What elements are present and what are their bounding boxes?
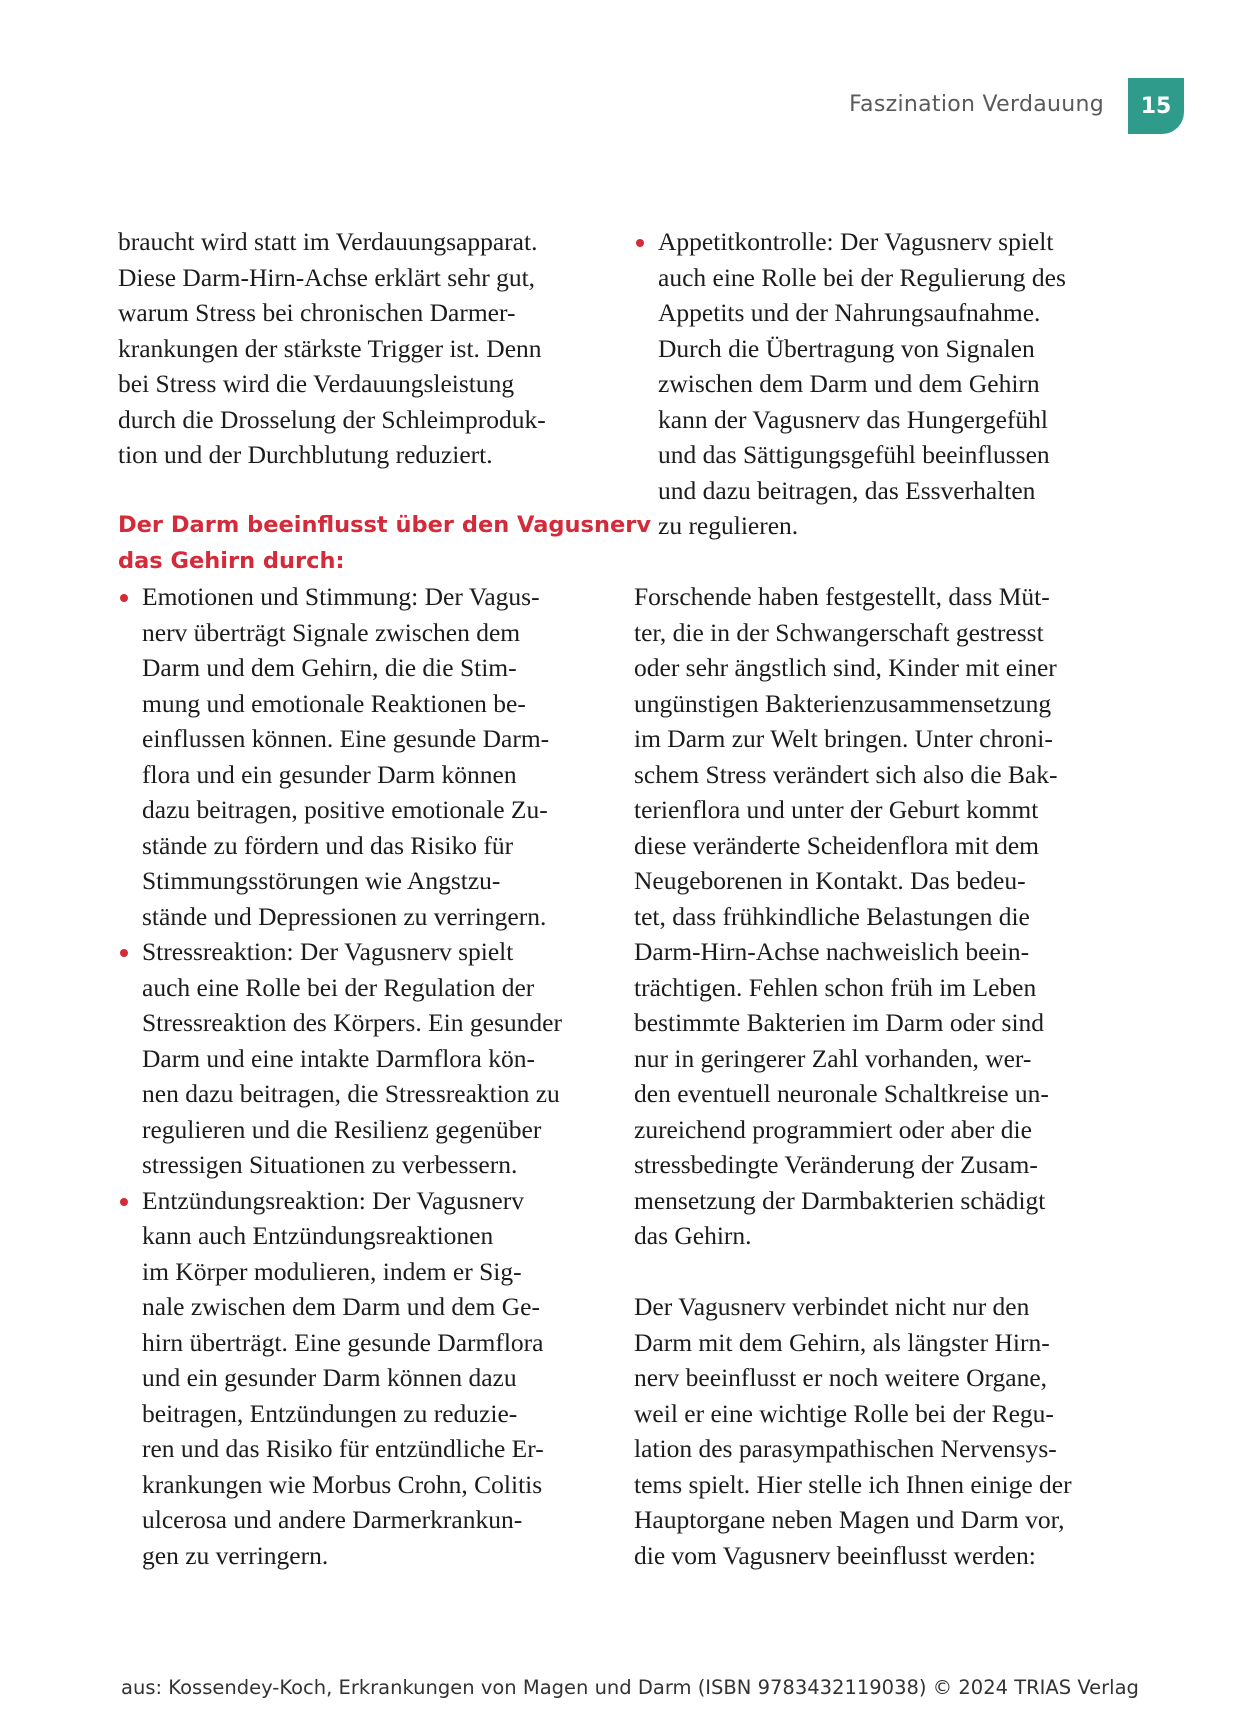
text-line: bestimmte Bakterien im Darm oder sind bbox=[634, 1008, 1045, 1037]
text-line: und dazu beitragen, das Essverhalten bbox=[658, 475, 1036, 505]
text-line: mung und emotionale Reaktionen be- bbox=[142, 688, 526, 718]
text-line: Darm und eine intakte Darmflora kön- bbox=[142, 1043, 535, 1073]
text-line: und ein gesunder Darm können dazu bbox=[142, 1363, 517, 1392]
text-line: Durch die Übertragung von Signalen bbox=[658, 333, 1035, 363]
text-line: und das Sättigungsgefühl beeinflussen bbox=[658, 440, 1050, 469]
text-line: Darm und dem Gehirn, die die Stim- bbox=[142, 653, 517, 682]
text-line: flora und ein gesunder Darm können bbox=[142, 759, 517, 789]
list-item bbox=[118, 934, 598, 1183]
text-line: ren und das Risiko für entzündliche Er- bbox=[142, 1434, 544, 1463]
heading-line: Der Darm beeinflusst über den Vagusnerv bbox=[118, 512, 651, 538]
text-line: Stressreaktion des Körpers. Ein gesunder bbox=[142, 1008, 562, 1037]
text-line: durch die Drosselung der Schleimproduk- bbox=[118, 404, 546, 434]
heading-line: das Gehirn durch: bbox=[118, 547, 345, 574]
text-line: weil er eine wichtige Rolle bei der Regu- bbox=[634, 1398, 1054, 1428]
text-line: Der Vagusnerv verbindet nicht nur den bbox=[634, 1292, 1030, 1321]
section-heading bbox=[118, 508, 651, 579]
text-line: nur in geringerer Zahl vorhanden, wer- bbox=[634, 1043, 1032, 1073]
bullet-icon bbox=[120, 594, 128, 602]
text-line: schem Stress verändert sich also die Bak- bbox=[634, 759, 1058, 789]
page-number-tab bbox=[1128, 78, 1184, 134]
paragraph bbox=[634, 1289, 1110, 1573]
text-line: stressbedingte Veränderung der Zusam- bbox=[634, 1150, 1038, 1179]
text-line: tet, dass frühkindliche Belastungen die bbox=[634, 901, 1030, 931]
text-line: beitragen, Entzündungen zu reduzie- bbox=[142, 1398, 518, 1428]
text-line: dazu beitragen, positive emotionale Zu- bbox=[142, 795, 548, 824]
text-line: krankungen wie Morbus Crohn, Colitis bbox=[142, 1469, 543, 1499]
text-line: Entzündungsreaktion: Der Vagusnerv bbox=[142, 1185, 524, 1215]
list-item bbox=[634, 224, 1110, 544]
text-line: ungünstigen Bakterienzusammensetzung bbox=[634, 688, 1052, 718]
text-line: Emotionen und Stimmung: Der Vagus- bbox=[142, 582, 540, 611]
bullet-icon bbox=[120, 1198, 128, 1206]
text-line: ulcerosa und andere Darmerkrankun- bbox=[142, 1505, 523, 1534]
text-line: kann der Vagusnerv das Hungergefühl bbox=[658, 404, 1048, 434]
bullet-icon bbox=[636, 239, 644, 247]
text-line: warum Stress bei chronischen Darmer- bbox=[118, 298, 516, 327]
text-line: auch eine Rolle bei der Regulation der bbox=[142, 972, 535, 1002]
text-line: hirn überträgt. Eine gesunde Darmflora bbox=[142, 1327, 544, 1357]
text-line: Hauptorgane neben Magen und Darm vor, bbox=[634, 1505, 1065, 1534]
text-line: trächtigen. Fehlen schon früh im Leben bbox=[634, 972, 1037, 1002]
text-line: nen dazu beitragen, die Stressreaktion zu bbox=[142, 1079, 560, 1108]
bullet-list bbox=[118, 579, 598, 1573]
text-line: krankungen der stärkste Trigger ist. Denn bbox=[118, 333, 542, 363]
text-line: nerv überträgt Signale zwischen dem bbox=[142, 617, 521, 647]
text-line: braucht wird statt im Verdauungsapparat. bbox=[118, 227, 538, 256]
text-line: diese veränderte Scheidenflora mit dem bbox=[634, 830, 1039, 860]
text-line: die vom Vagusnerv beeinflusst werden: bbox=[634, 1540, 1036, 1570]
text-line: Diese Darm-Hirn-Achse erklärt sehr gut, bbox=[118, 262, 536, 292]
text-line: stressigen Situationen zu verbessern. bbox=[142, 1150, 518, 1179]
text-line: tion und der Durchblutung reduziert. bbox=[118, 440, 493, 469]
text-line: Stimmungsstörungen wie Angstzu- bbox=[142, 866, 501, 895]
text-line: zureichend programmiert oder aber die bbox=[634, 1114, 1032, 1144]
left-column bbox=[118, 224, 651, 1573]
text-line: auch eine Rolle bei der Regulierung des bbox=[658, 262, 1066, 292]
text-line: nerv beeinflusst er noch weitere Organe, bbox=[634, 1363, 1048, 1392]
text-line: Neugeborenen in Kontakt. Das bedeu- bbox=[634, 866, 1026, 895]
text-line: stände zu fördern und das Risiko für bbox=[142, 830, 514, 860]
text-line: lation des parasympathischen Nervensys- bbox=[634, 1434, 1057, 1463]
source-footer: aus: Kossendey-Koch, Erkrankungen von Magen und Darm (ISBN 9783432119038) © 2024 TRIAS Verlag bbox=[121, 1676, 1139, 1699]
text-line: Stressreaktion: Der Vagusnerv spielt bbox=[142, 937, 514, 966]
text-line: kann auch Entzündungsreaktionen bbox=[142, 1221, 494, 1250]
right-column bbox=[634, 224, 1110, 1573]
text-line: zu regulieren. bbox=[658, 511, 799, 540]
text-line: Forschende haben festgestellt, dass Müt- bbox=[634, 582, 1050, 611]
list-item bbox=[118, 1183, 598, 1574]
paragraph bbox=[634, 579, 1110, 1254]
text-line: zwischen dem Darm und dem Gehirn bbox=[658, 369, 1040, 398]
text-line: oder sehr ängstlich sind, Kinder mit einer bbox=[634, 653, 1057, 682]
text-line: im Darm zur Welt bringen. Unter chroni- bbox=[634, 724, 1053, 753]
text-line: Darm-Hirn-Achse nachweislich beein- bbox=[634, 937, 1030, 966]
text-line: mensetzung der Darmbakterien schädigt bbox=[634, 1185, 1046, 1215]
text-line: nale zwischen dem Darm und dem Ge- bbox=[142, 1292, 540, 1321]
running-title: Faszination Verdauung bbox=[849, 92, 1104, 117]
text-line: im Körper modulieren, indem er Sig- bbox=[142, 1256, 522, 1286]
text-line: das Gehirn. bbox=[634, 1221, 752, 1250]
text-line: Appetitkontrolle: Der Vagusnerv spielt bbox=[658, 227, 1054, 256]
text-line: terienflora und unter der Geburt kommt bbox=[634, 795, 1039, 824]
text-line: regulieren und die Resilienz gegenüber bbox=[142, 1114, 542, 1144]
text-line: Appetits und der Nahrungsaufnahme. bbox=[658, 298, 1041, 327]
text-line: ter, die in der Schwangerschaft gestresst bbox=[634, 617, 1044, 647]
bullet-list bbox=[634, 224, 1110, 544]
intro-paragraph bbox=[118, 224, 598, 473]
page-number: 15 bbox=[1140, 93, 1172, 119]
text-line: tems spielt. Hier stelle ich Ihnen einige der bbox=[634, 1469, 1072, 1499]
bullet-icon bbox=[120, 949, 128, 957]
text-line: den eventuell neuronale Schaltkreise un- bbox=[634, 1079, 1049, 1108]
text-line: Darm mit dem Gehirn, als längster Hirn- bbox=[634, 1327, 1050, 1357]
text-line: stände und Depressionen zu verringern. bbox=[142, 901, 547, 931]
text-line: einflussen können. Eine gesunde Darm- bbox=[142, 724, 550, 753]
text-line: gen zu verringern. bbox=[142, 1540, 329, 1570]
list-item bbox=[118, 579, 598, 934]
text-line: bei Stress wird die Verdauungsleistung bbox=[118, 369, 515, 398]
